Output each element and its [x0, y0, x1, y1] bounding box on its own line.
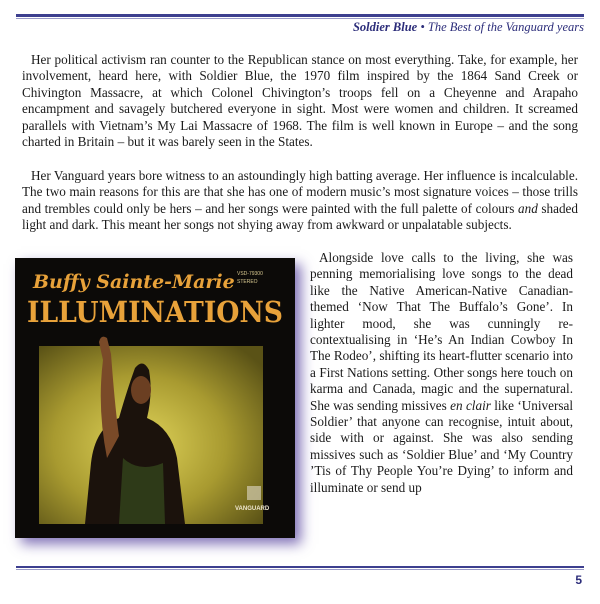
side-paragraph-text-a: Alongside love calls to the living, she was penning memorialising love songs to the dead like the Native American-Native Canadian-themed ‘Now That The Buffalo’s Gone’. In lighter mood, she was cunningly re-contextualising in ‘He’s An Indian Cowboy In The Rodeo’, shifting its heart-flutter scenario into a First Nations setting. Other songs here touch on karma and Canada, magic and the supernatural. She was sending missives: [310, 250, 573, 413]
album-cover-image: [15, 258, 295, 538]
paragraph-1-block: [22, 52, 578, 150]
header-rule-thin: [16, 18, 584, 19]
side-column: [310, 250, 573, 496]
gown-detail: [119, 458, 165, 524]
album-format: STEREO: [237, 279, 258, 285]
side-paragraph-emphasis: en clair: [450, 397, 491, 413]
side-paragraph-text-b: like ‘Universal Soldier’ that anyone can recognise, intuit about, side with or against. She was also sending missives such as ‘Soldier Blue’ and ‘My Country ’Tis of Thy People You’re Dying’ to inform and illuminate or send up: [310, 397, 574, 495]
header-separator: •: [417, 20, 428, 34]
header-subtitle: The Best of the Vanguard years: [427, 20, 584, 34]
paragraph-2-emphasis: and: [518, 200, 538, 216]
album-catalog: VSD-79300: [237, 271, 263, 277]
header-title: Soldier Blue: [352, 20, 418, 34]
singer-face: [131, 376, 151, 404]
footer-rule: [16, 566, 584, 568]
paragraph-2-block: [22, 168, 578, 234]
side-paragraph: [310, 250, 573, 496]
paragraph-1: Her political activism ran counter to the Republican stance on most everything. Take, for example, her involvement, heard here, with Soldier Blue, the 1970 film inspired by the 1864 Sand Creek or Chivington Massacre, at which Colonel Chivington’s troops fell on a Cheyenne and Arapaho encampment and savagely butchered everyone in sight. Most were women and children. It screamed parallels with Vietnam’s My Lai Massacre of 1968. The film is well known in Europe – and the song charted in Britain – but it was barely seen in the States.: [22, 52, 578, 150]
paragraph-2-text-a: Her Vanguard years bore witness to an astoundingly high batting average. Her influence is incalculable. The two main reasons for this are that she has one of modern music’s most signature voices – those trills and trembles could only be hers – and her songs were painted with the full palette of colours: [22, 168, 578, 216]
running-header: [353, 20, 584, 35]
page-number: 5: [575, 573, 582, 587]
album-artist: Buffy Sainte-Marie: [33, 271, 235, 293]
album-title: ILLUMINATIONS: [27, 295, 283, 329]
header-rule: [16, 14, 584, 17]
footer-rule-thin: [16, 569, 584, 570]
album-label: VANGUARD: [235, 506, 270, 512]
paragraph-2: [22, 168, 578, 234]
paragraph-2-text-b: shaded light and dark. This meant her songs not shying away from awkward or unpalatable subjects.: [22, 200, 579, 233]
